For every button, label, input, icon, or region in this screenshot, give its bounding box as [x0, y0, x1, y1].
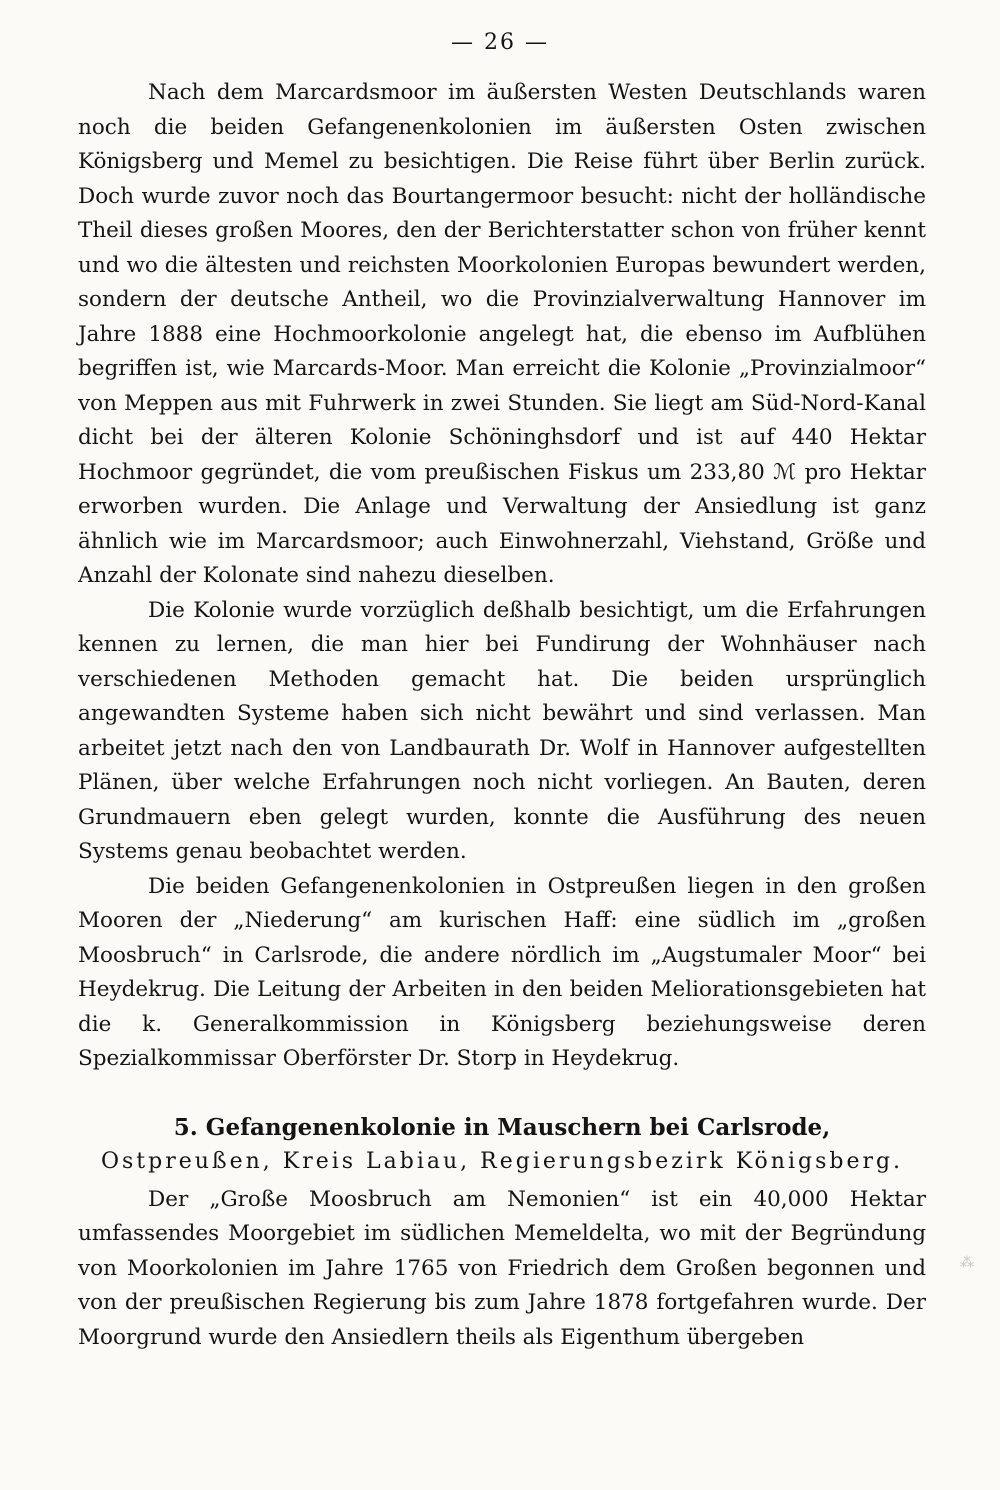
paragraph-3: Die beiden Gefangenenkolonien in Ostpreußen liegen in den großen Mooren der „Niederung“ am kurischen Haff: eine südlich im „großen Moosbruch“ in Carlsrode, die andere nördlich im „Augstumaler Moor“ bei Heydekrug. Die Leitung der Arbeiten in den beiden Meliorationsgebieten hat die k. Generalkommission in Königsberg beziehungsweise deren Spezialkommissar Oberförster Dr. Storp in Heydekrug. — [78, 873, 926, 1071]
paragraph-2: Die Kolonie wurde vorzüglich deßhalb besichtigt, um die Erfahrungen kennen zu lernen, die man hier bei Fundirung der Wohnhäuser nach verschiedenen Methoden gemacht hat. Die beiden ursprünglich angewandten Systeme haben sich nicht bewährt und sind verlassen. Man arbeitet jetzt nach den von Landbaurath Dr. Wolf in Hannover aufgestellten Plänen, über welche Erfahrungen noch nicht vorliegen. An Bauten, deren Grundmauern eben gelegt wurden, konnte die Ausführung des neuen Systems genau beobachtet werden. — [78, 597, 926, 864]
paragraph-1: Nach dem Marcardsmoor im äußersten Westen Deutschlands waren noch die beiden Gefangenenkolonien im äußersten Osten zwischen Königsberg und Memel zu besichtigen. Die Reise führt über Berlin zurück. Doch wurde zuvor noch das Bourtangermoor besucht: nicht der holländische Theil dieses großen Moores, den der Berichterstatter schon von früher kennt und wo die ältesten und reichsten Moorkolonien Europas bewundert werden, sondern der deutsche Antheil, wo die Provinzialverwaltung Hannover im Jahre 1888 eine Hochmoorkolonie angelegt hat, die ebenso im Aufblühen begriffen ist, wie Marcards-Moor. Man erreicht die Kolonie „Provinzialmoor“ von Meppen aus mit Fuhrwerk in zwei Stunden. Sie liegt am Süd-Nord-Kanal dicht bei der älteren Kolonie Schöninghsdorf und ist auf 440 Hektar Hochmoor gegründet, die vom preußischen Fiskus um 233,80 ℳ pro Hektar erworben wurden. Die Anlage und Verwaltung der Ansiedlung ist ganz ähnlich wie im Marcardsmoor; auch Einwohnerzahl, Viehstand, Größe und Anzahl der Kolonate sind nahezu dieselben. — [78, 80, 926, 588]
paper-speck: ⁂ — [960, 1255, 974, 1271]
section-subheading: Ostpreußen, Kreis Labiau, Regierungsbezirk Königsberg. — [100, 1148, 904, 1174]
page-number: — 26 — — [451, 30, 549, 55]
section-heading: 5. Gefangenenkolonie in Mauschern bei Carlsrode, — [173, 1113, 831, 1141]
section-paragraph: Der „Große Moosbruch am Nemonien“ ist ein 40,000 Hektar umfassendes Moorgebiet im südlichen Memeldelta, wo mit der Begründung von Moorkolonien im Jahre 1765 von Friedrich dem Großen begonnen und von der preußischen Regierung bis zum Jahre 1878 fortgefahren wurde. Der Moorgrund wurde den Ansiedlern theils als Eigenthum übergeben — [78, 1186, 926, 1350]
body-text — [78, 76, 926, 1355]
